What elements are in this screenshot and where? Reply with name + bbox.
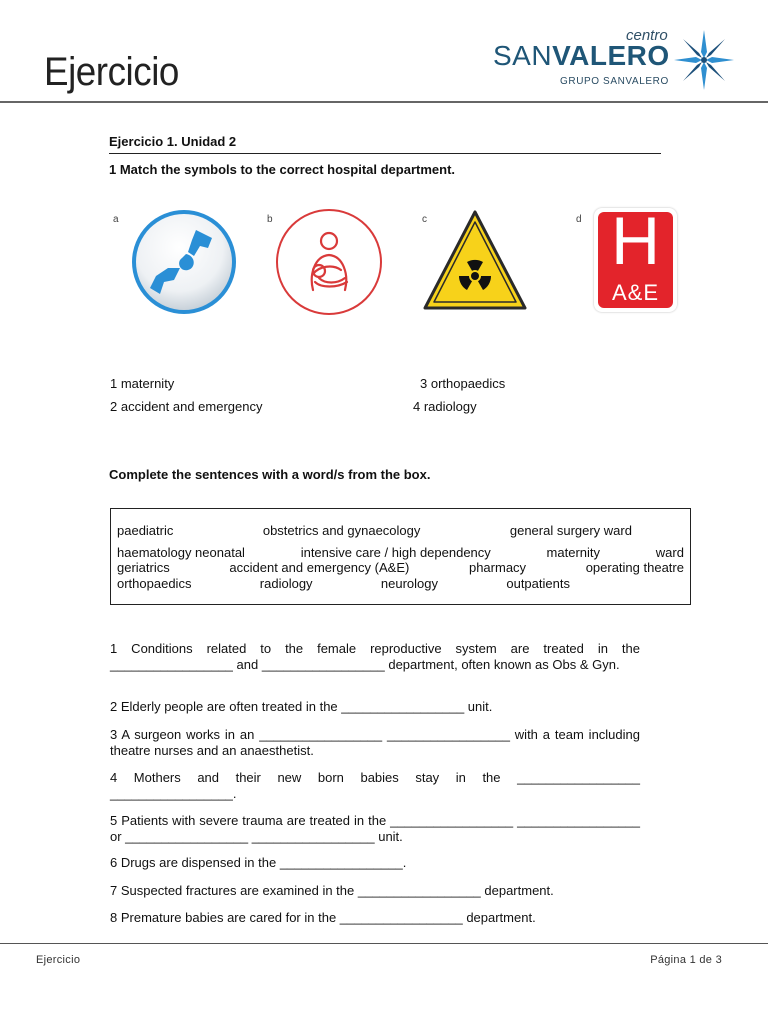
symbol-letter-d: d [576,214,582,225]
sentence-2: 2 Elderly people are often treated in the _________________ unit. [110,699,493,714]
symbol-letter-c: c [422,214,427,225]
page-title: Ejercicio [44,50,179,94]
orthopaedics-bone-icon [130,208,238,316]
sentence-5: 5 Patients with severe trauma are treated in the _________________ _________________ or _________________ _________________ unit. [110,813,640,844]
logo-wordmark [493,40,670,72]
logo-wordmark-bold: VALERO [552,40,670,71]
word-box-item: neurology [380,576,439,591]
instructions: Complete the sentences with a word/s from the box. [109,467,431,482]
sentence-4: 4 Mothers and their new born babies stay in the _________________ _________________. [110,770,640,801]
question-title: 1 Match the symbols to the correct hospital department. [109,162,456,177]
word-box-item: geriatrics [117,560,170,575]
option-accident-emergency: 2 accident and emergency [110,399,263,414]
logo-centro-text: centro [626,27,668,44]
footer-title: Ejercicio [36,954,81,966]
word-box-line [117,545,684,560]
header-divider [0,101,768,103]
logo-star-icon [672,28,736,92]
word-box-item: paediatric [117,523,174,538]
sentence-1: 1 Conditions related to the female reproductive system are treated in the _________________ and _________________ department, often known as Obs & Gyn. [110,641,640,672]
sentence-6: 6 Drugs are dispensed in the _________________. [110,855,407,870]
word-box-item: radiology [259,576,313,591]
section-divider [109,153,661,154]
footer-divider [0,943,768,944]
symbol-letter-a: a [113,214,119,225]
word-box-line [117,560,684,575]
word-box-item: orthopaedics [117,576,192,591]
logo-wordmark-light: SAN [493,40,553,71]
section-title: Ejercicio 1. Unidad 2 [109,134,237,149]
word-box-item: operating theatre [585,560,684,575]
word-box-item: haematology neonatal [117,545,245,560]
word-box-line [117,523,632,538]
maternity-mother-baby-icon [275,208,383,316]
ae-sign-text: A&E [611,280,660,305]
word-box-item: intensive care / high dependency [300,545,491,560]
word-box-item: ward [655,545,684,560]
option-maternity: 1 maternity [110,376,175,391]
sentence-3: 3 A surgeon works in an _________________ _________________ with a team including theatre nurses and an anaesthetist. [110,727,640,758]
radiology-radiation-icon [421,208,529,316]
page-number: Página 1 de 3 [650,954,722,966]
sentence-8: 8 Premature babies are cared for in the _________________ department. [110,910,536,925]
ae-sign-letter: H [610,203,661,279]
word-box-item: outpatients [506,576,570,591]
logo-group-text: GRUPO SANVALERO [560,76,669,87]
word-box-item: general surgery ward [509,523,632,538]
option-orthopaedics: 3 orthopaedics [420,376,506,391]
sentence-7: 7 Suspected fractures are examined in the _________________ department. [110,883,554,898]
accident-emergency-sign [594,203,677,312]
option-radiology: 4 radiology [413,399,477,414]
word-box-line [117,576,570,591]
word-box-item: pharmacy [468,560,527,575]
word-box-item: obstetrics and gynaecology [262,523,421,538]
word-box [110,508,691,605]
word-box-item: accident and emergency (A&E) [229,560,410,575]
symbol-letter-b: b [267,214,273,225]
ae-sign-panel [598,203,673,308]
word-box-item: maternity [546,545,601,560]
